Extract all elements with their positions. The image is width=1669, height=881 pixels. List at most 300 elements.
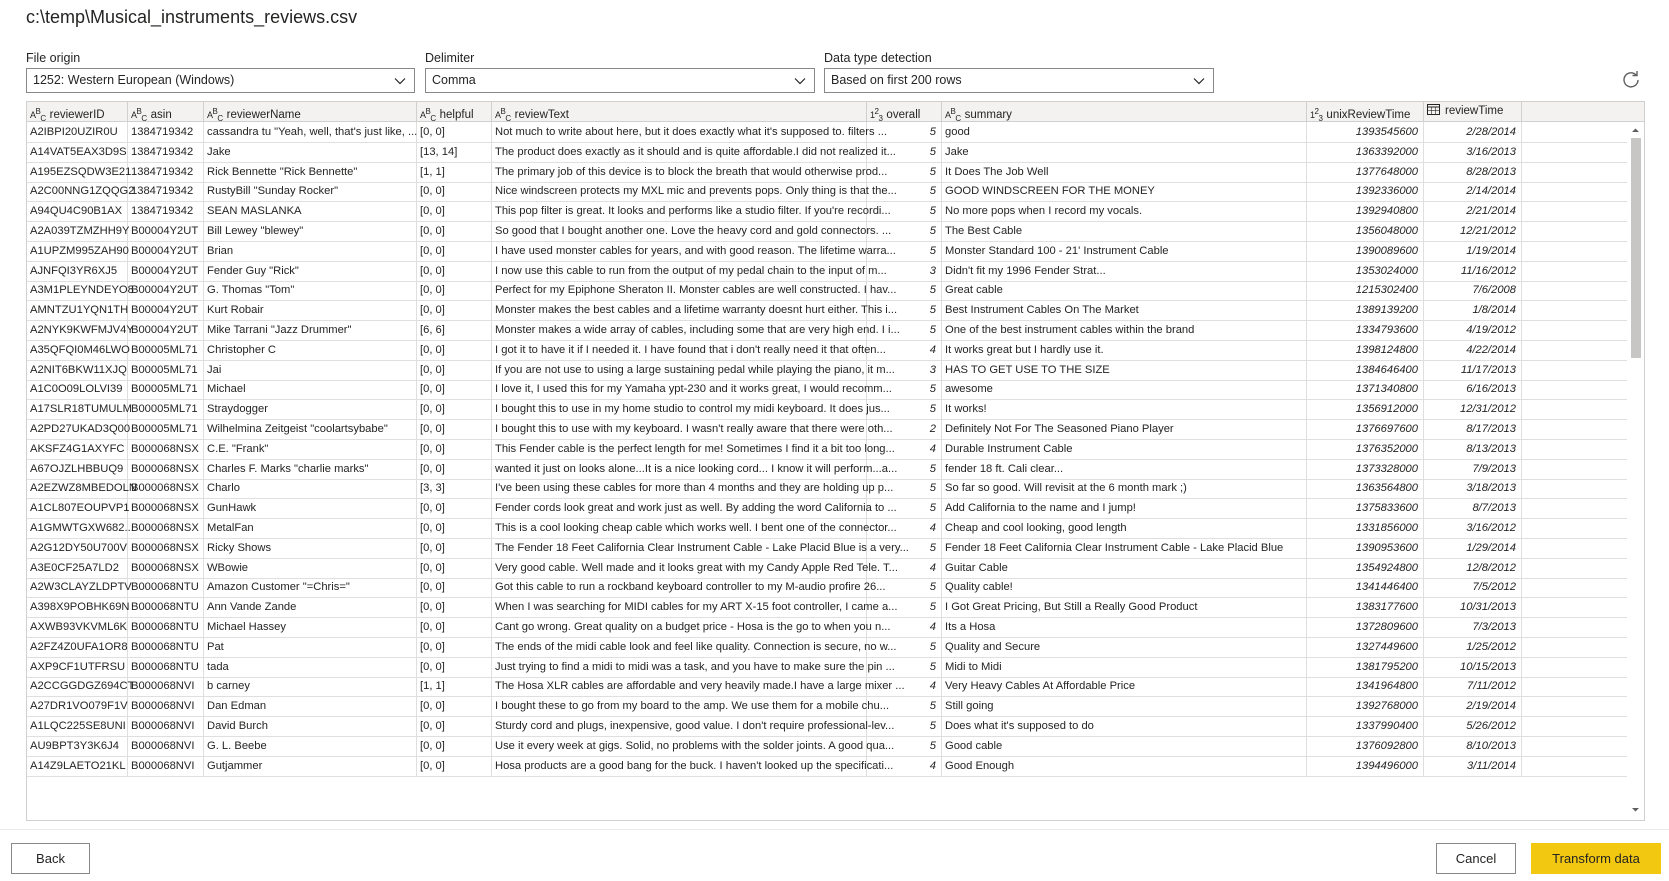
cell-summary: Does what it's supposed to do — [942, 716, 1307, 737]
cell-summary: Its a Hosa — [942, 617, 1307, 638]
cell-unixReviewTime: 1215302400 — [1307, 280, 1424, 301]
table-row — [27, 399, 1632, 420]
cell-overall: 2 — [867, 419, 942, 440]
cell-helpful: [0, 0] — [417, 617, 492, 638]
cancel-button[interactable]: Cancel — [1436, 843, 1516, 874]
column-header-summary[interactable] — [942, 102, 1307, 122]
text-type-icon: $A^B_C$ — [495, 107, 511, 123]
cell-summary: Guitar Cable — [942, 558, 1307, 579]
cell-reviewerName: b carney — [204, 676, 417, 697]
cell-helpful: [0, 0] — [417, 419, 492, 440]
table-row — [27, 181, 1632, 202]
column-header-asin[interactable] — [128, 102, 204, 122]
cell-overall: 5 — [867, 320, 942, 341]
cell-reviewTime: 1/19/2014 — [1424, 241, 1522, 262]
table-row — [27, 241, 1632, 262]
cell-reviewerName: G. Thomas "Tom" — [204, 280, 417, 301]
cell-overall: 5 — [867, 716, 942, 737]
cell-summary: Fender 18 Feet California Clear Instrument Cable - Lake Placid Blue — [942, 538, 1307, 559]
cell-overall: 4 — [867, 558, 942, 579]
cell-asin: 1384719342 — [128, 162, 204, 183]
column-header-helpful[interactable] — [417, 102, 492, 122]
table-row — [27, 617, 1632, 638]
text-type-icon: $A^B_C$ — [30, 107, 46, 123]
cell-summary: I Got Great Pricing, But Still a Really Good Product — [942, 597, 1307, 618]
cell-summary: Still going — [942, 696, 1307, 717]
cell-reviewText: I bought these to go from my board to the amp. We use them for a mobile chu... — [492, 696, 867, 717]
cell-unixReviewTime: 1392768000 — [1307, 696, 1424, 717]
cell-reviewTime: 8/28/2013 — [1424, 162, 1522, 183]
cell-helpful: [0, 0] — [417, 201, 492, 222]
cell-asin: B00004Y2UT — [128, 320, 204, 341]
delimiter-value: Comma — [432, 73, 476, 87]
cell-asin: B000068NSX — [128, 478, 204, 499]
number-type-icon: $1^2_3$ — [1310, 107, 1323, 123]
cell-reviewTime: 3/11/2014 — [1424, 756, 1522, 777]
cell-asin: B00004Y2UT — [128, 241, 204, 262]
cell-reviewTime: 2/19/2014 — [1424, 696, 1522, 717]
cell-reviewerName: Straydogger — [204, 399, 417, 420]
vertical-scrollbar[interactable] — [1627, 122, 1644, 820]
cell-reviewerID: A2CCGGDGZ694CT — [27, 676, 128, 697]
cell-unixReviewTime: 1327449600 — [1307, 637, 1424, 658]
column-header-reviewerName[interactable] — [204, 102, 417, 122]
cell-reviewerID: A398X9POBHK69N — [27, 597, 128, 618]
table-row — [27, 201, 1632, 222]
cell-helpful: [0, 0] — [417, 756, 492, 777]
cell-asin: B00004Y2UT — [128, 280, 204, 301]
cell-asin: B000068NVI — [128, 676, 204, 697]
chevron-down-icon — [793, 74, 807, 88]
cell-summary: No more pops when I record my vocals. — [942, 201, 1307, 222]
cell-unixReviewTime: 1377648000 — [1307, 162, 1424, 183]
column-header-reviewTime[interactable] — [1424, 102, 1522, 122]
cell-reviewText: I now use this cable to run from the output of my pedal chain to the input of m... — [492, 261, 867, 282]
table-row — [27, 320, 1632, 341]
cell-reviewTime: 1/8/2014 — [1424, 300, 1522, 321]
table-row — [27, 637, 1632, 658]
cell-helpful: [0, 0] — [417, 498, 492, 519]
cell-reviewTime: 11/17/2013 — [1424, 360, 1522, 381]
cell-reviewerName: Pat — [204, 637, 417, 658]
cell-reviewerID: A94QU4C90B1AX — [27, 201, 128, 222]
cell-unixReviewTime: 1363564800 — [1307, 478, 1424, 499]
cell-asin: 1384719342 — [128, 122, 204, 143]
cell-helpful: [0, 0] — [417, 696, 492, 717]
cell-reviewTime: 8/17/2013 — [1424, 419, 1522, 440]
delimiter-select[interactable] — [425, 68, 815, 93]
cell-summary: Very Heavy Cables At Affordable Price — [942, 676, 1307, 697]
cell-reviewTime: 12/31/2012 — [1424, 399, 1522, 420]
cell-reviewText: The product does exactly as it should and is quite affordable.I did not realized it... — [492, 142, 867, 163]
cell-reviewTime: 2/14/2014 — [1424, 181, 1522, 202]
cell-overall: 5 — [867, 241, 942, 262]
cell-asin: B000068NSX — [128, 459, 204, 480]
cell-reviewText: Very good cable. Well made and it looks great with my Candy Apple Red Tele. T... — [492, 558, 867, 579]
cell-reviewerID: AU9BPT3Y3K6J4 — [27, 736, 128, 757]
table-row — [27, 696, 1632, 717]
table-row — [27, 538, 1632, 559]
cell-reviewText: Got this cable to run a rockband keyboard controller to my M-audio profire 26... — [492, 577, 867, 598]
cell-unixReviewTime: 1337990400 — [1307, 716, 1424, 737]
cell-reviewText: I got it to have it if I needed it. I have found that i don't really need it that often... — [492, 340, 867, 361]
cell-reviewerID: A2C00NNG1ZQQG2 — [27, 181, 128, 202]
cell-summary: Jake — [942, 142, 1307, 163]
table-row — [27, 162, 1632, 183]
cell-reviewerID: A195EZSQDW3E21 — [27, 162, 128, 183]
table-row — [27, 478, 1632, 499]
cell-reviewText: I love it, I used this for my Yamaha ypt-230 and it works great, I would recomm... — [492, 379, 867, 400]
scrollbar-thumb[interactable] — [1631, 138, 1641, 358]
cell-reviewTime: 12/8/2012 — [1424, 558, 1522, 579]
refresh-icon[interactable] — [1620, 69, 1642, 91]
cell-reviewTime: 7/9/2013 — [1424, 459, 1522, 480]
cell-summary: Great cable — [942, 280, 1307, 301]
cell-reviewerName: Jai — [204, 360, 417, 381]
cell-helpful: [0, 0] — [417, 716, 492, 737]
cell-asin: B00005ML71 — [128, 399, 204, 420]
cell-overall: 5 — [867, 300, 942, 321]
cell-overall: 5 — [867, 538, 942, 559]
column-header-overall[interactable] — [867, 102, 942, 122]
cell-asin: B000068NVI — [128, 756, 204, 777]
scroll-up-icon[interactable] — [1631, 126, 1640, 135]
table-row — [27, 142, 1632, 163]
cell-reviewerName: RustyBill "Sunday Rocker" — [204, 181, 417, 202]
cell-reviewTime: 7/5/2012 — [1424, 577, 1522, 598]
cell-reviewText: The Hosa XLR cables are affordable and very heavily made.I have a large mixer ... — [492, 676, 867, 697]
file-origin-select[interactable] — [26, 68, 415, 93]
cell-unixReviewTime: 1371340800 — [1307, 379, 1424, 400]
back-button[interactable]: Back — [11, 843, 90, 874]
cell-summary: So far so good. Will revisit at the 6 month mark ;) — [942, 478, 1307, 499]
cell-helpful: [0, 0] — [417, 241, 492, 262]
cell-reviewTime: 8/10/2013 — [1424, 736, 1522, 757]
cell-summary: Quality and Secure — [942, 637, 1307, 658]
table-row — [27, 122, 1632, 143]
cell-helpful: [0, 0] — [417, 122, 492, 143]
cell-reviewerID: A2NYK9KWFMJV4Y — [27, 320, 128, 341]
table-row — [27, 459, 1632, 480]
cell-overall: 5 — [867, 459, 942, 480]
cell-reviewerID: A2EZWZ8MBEDOLN — [27, 478, 128, 499]
cell-summary: Midi to Midi — [942, 657, 1307, 678]
cell-unixReviewTime: 1363392000 — [1307, 142, 1424, 163]
cell-reviewerID: AJNFQI3YR6XJ5 — [27, 261, 128, 282]
cell-asin: B000068NTU — [128, 597, 204, 618]
column-header-reviewerID[interactable] — [27, 102, 128, 122]
cell-reviewTime: 10/15/2013 — [1424, 657, 1522, 678]
cell-reviewTime: 1/29/2014 — [1424, 538, 1522, 559]
cell-unixReviewTime: 1341964800 — [1307, 676, 1424, 697]
cell-helpful: [0, 0] — [417, 181, 492, 202]
cell-overall: 4 — [867, 518, 942, 539]
cell-asin: B000068NTU — [128, 637, 204, 658]
cell-helpful: [0, 0] — [417, 657, 492, 678]
column-header-label: reviewTime — [1445, 105, 1504, 117]
cell-reviewText: Monster makes the best cables and a lifetime warranty doesnt hurt either. This i... — [492, 300, 867, 321]
cell-unixReviewTime: 1393545600 — [1307, 122, 1424, 143]
cell-summary: good — [942, 122, 1307, 143]
cell-reviewerID: A14Z9LAETO21KL — [27, 756, 128, 777]
cell-helpful: [3, 3] — [417, 478, 492, 499]
cell-reviewerID: A2W3CLAYZLDPTV — [27, 577, 128, 598]
cell-reviewerID: AXP9CF1UTFRSU — [27, 657, 128, 678]
cell-reviewTime: 6/16/2013 — [1424, 379, 1522, 400]
cell-unixReviewTime: 1381795200 — [1307, 657, 1424, 678]
cell-overall: 4 — [867, 756, 942, 777]
cell-reviewText: I bought this to use with my keyboard. I wasn't really aware that there were oth... — [492, 419, 867, 440]
cell-reviewerName: Bill Lewey "blewey" — [204, 221, 417, 242]
column-header-reviewText[interactable] — [492, 102, 867, 122]
file-path-title: c:\temp\Musical_instruments_reviews.csv — [26, 7, 358, 27]
cell-reviewTime: 8/13/2013 — [1424, 439, 1522, 460]
table-row — [27, 280, 1632, 301]
cell-reviewerID: A14VAT5EAX3D9S — [27, 142, 128, 163]
cell-asin: B000068NSX — [128, 439, 204, 460]
table-row — [27, 419, 1632, 440]
cell-reviewerID: A1C0O09LOLVI39 — [27, 379, 128, 400]
cell-unixReviewTime: 1354924800 — [1307, 558, 1424, 579]
cell-asin: B000068NVI — [128, 696, 204, 717]
cell-reviewerName: Michael — [204, 379, 417, 400]
cell-reviewerID: A2A039TZMZHH9Y — [27, 221, 128, 242]
cell-overall: 5 — [867, 280, 942, 301]
cell-reviewerID: A1GMWTGXW682... — [27, 518, 128, 539]
cell-overall: 5 — [867, 478, 942, 499]
cell-reviewText: Use it every week at gigs. Solid, no problems with the solder joints. A good qua... — [492, 736, 867, 757]
cell-helpful: [0, 0] — [417, 221, 492, 242]
cell-helpful: [1, 1] — [417, 676, 492, 697]
cell-reviewerName: C.E. "Frank" — [204, 439, 417, 460]
file-origin-label: File origin — [26, 51, 81, 65]
cell-reviewText: I bought this to use in my home studio to control my midi keyboard. It does jus... — [492, 399, 867, 420]
cell-overall: 3 — [867, 360, 942, 381]
cell-reviewText: The Fender 18 Feet California Clear Instrument Cable - Lake Placid Blue is a very... — [492, 538, 867, 559]
cell-overall: 5 — [867, 577, 942, 598]
cell-overall: 5 — [867, 221, 942, 242]
cell-reviewerID: A1CL807EOUPVP1 — [27, 498, 128, 519]
cell-reviewText: Not much to write about here, but it does exactly what it's supposed to. filters ... — [492, 122, 867, 143]
cell-reviewerID: A2FZ4Z0UFA1OR8 — [27, 637, 128, 658]
cell-reviewTime: 8/7/2013 — [1424, 498, 1522, 519]
cell-unixReviewTime: 1394496000 — [1307, 756, 1424, 777]
cell-summary: HAS TO GET USE TO THE SIZE — [942, 360, 1307, 381]
cell-reviewText: Sturdy cord and plugs, inexpensive, good value. I don't require professional-lev... — [492, 716, 867, 737]
cell-unixReviewTime: 1372809600 — [1307, 617, 1424, 638]
cell-asin: B00004Y2UT — [128, 221, 204, 242]
column-header-label: unixReviewTime — [1326, 109, 1411, 121]
cell-reviewerName: G. L. Beebe — [204, 736, 417, 757]
cell-reviewerName: Wilhelmina Zeitgeist "coolartsybabe" — [204, 419, 417, 440]
cell-summary: Monster Standard 100 - 21' Instrument Cable — [942, 241, 1307, 262]
cell-reviewTime: 3/16/2012 — [1424, 518, 1522, 539]
cell-helpful: [0, 0] — [417, 340, 492, 361]
cell-overall: 3 — [867, 261, 942, 282]
text-type-icon: $A^B_C$ — [207, 107, 223, 123]
cell-unixReviewTime: 1376697600 — [1307, 419, 1424, 440]
cell-asin: B00005ML71 — [128, 379, 204, 400]
cell-unixReviewTime: 1331856000 — [1307, 518, 1424, 539]
cell-overall: 4 — [867, 439, 942, 460]
cell-unixReviewTime: 1376092800 — [1307, 736, 1424, 757]
table-row — [27, 657, 1632, 678]
cell-helpful: [0, 0] — [417, 300, 492, 321]
table-row — [27, 261, 1632, 282]
detection-value: Based on first 200 rows — [831, 73, 962, 87]
cell-helpful: [0, 0] — [417, 518, 492, 539]
cell-helpful: [0, 0] — [417, 439, 492, 460]
cell-summary: It Does The Job Well — [942, 162, 1307, 183]
cell-unixReviewTime: 1383177600 — [1307, 597, 1424, 618]
table-row — [27, 498, 1632, 519]
cell-reviewerName: Amazon Customer "=Chris=" — [204, 577, 417, 598]
scroll-down-icon[interactable] — [1631, 805, 1640, 814]
cell-reviewerID: A35QFQI0M46LWO — [27, 340, 128, 361]
cell-reviewerID: AXWB93VKVML6K — [27, 617, 128, 638]
cell-summary: It works great but I hardly use it. — [942, 340, 1307, 361]
cell-asin: 1384719342 — [128, 181, 204, 202]
cell-reviewText: This pop filter is great. It looks and performs like a studio filter. If you're recordi... — [492, 201, 867, 222]
cell-helpful: [0, 0] — [417, 637, 492, 658]
cell-reviewTime: 3/18/2013 — [1424, 478, 1522, 499]
cell-reviewerName: Michael Hassey — [204, 617, 417, 638]
cell-overall: 5 — [867, 379, 942, 400]
cell-helpful: [0, 0] — [417, 558, 492, 579]
cell-reviewTime: 4/22/2014 — [1424, 340, 1522, 361]
text-type-icon: $A^B_C$ — [420, 107, 436, 123]
cell-asin: B000068NSX — [128, 538, 204, 559]
cell-reviewerID: A1UPZM995ZAH90 — [27, 241, 128, 262]
cell-unixReviewTime: 1356048000 — [1307, 221, 1424, 242]
cell-overall: 4 — [867, 617, 942, 638]
cell-overall: 5 — [867, 597, 942, 618]
cell-reviewerName: Brian — [204, 241, 417, 262]
table-row — [27, 756, 1632, 777]
cell-reviewerID: AMNTZU1YQN1TH — [27, 300, 128, 321]
cell-reviewTime: 10/31/2013 — [1424, 597, 1522, 618]
cell-reviewerID: A17SLR18TUMULM — [27, 399, 128, 420]
number-type-icon: $1^2_3$ — [870, 107, 883, 123]
column-header-unixReviewTime[interactable] — [1307, 102, 1424, 122]
cell-reviewerName: David Burch — [204, 716, 417, 737]
table-row — [27, 676, 1632, 697]
cell-reviewerID: A2IBPI20UZIR0U — [27, 122, 128, 143]
cell-reviewText: When I was searching for MIDI cables for my ART X-15 foot controller, I came a... — [492, 597, 867, 618]
cell-overall: 5 — [867, 181, 942, 202]
cell-reviewText: The ends of the midi cable look and feel like quality. Connection is secure, no w... — [492, 637, 867, 658]
cell-summary: The Best Cable — [942, 221, 1307, 242]
cell-summary: It works! — [942, 399, 1307, 420]
cell-asin: B000068NTU — [128, 617, 204, 638]
cell-asin: B000068NTU — [128, 657, 204, 678]
cell-summary: Good cable — [942, 736, 1307, 757]
column-header-label: reviewerName — [226, 109, 301, 121]
cell-summary: Durable Instrument Cable — [942, 439, 1307, 460]
cell-reviewText: This Fender cable is the perfect length for me! Sometimes I find it a bit too long... — [492, 439, 867, 460]
cell-helpful: [0, 0] — [417, 280, 492, 301]
cell-reviewerName: cassandra tu "Yeah, well, that's just like, ... — [204, 122, 417, 143]
transform-data-button[interactable]: Transform data — [1531, 843, 1661, 874]
cell-reviewTime: 5/26/2012 — [1424, 716, 1522, 737]
cell-reviewTime: 1/25/2012 — [1424, 637, 1522, 658]
table-row — [27, 379, 1632, 400]
table-row — [27, 518, 1632, 539]
cell-asin: B00005ML71 — [128, 360, 204, 381]
cell-reviewTime: 12/21/2012 — [1424, 221, 1522, 242]
cell-reviewerName: Ann Vande Zande — [204, 597, 417, 618]
column-header-label: overall — [886, 109, 921, 121]
cell-reviewText: So good that I bought another one. Love the heavy cord and gold connectors. ... — [492, 221, 867, 242]
cell-unixReviewTime: 1375833600 — [1307, 498, 1424, 519]
table-row — [27, 360, 1632, 381]
cell-unixReviewTime: 1384646400 — [1307, 360, 1424, 381]
cell-unixReviewTime: 1398124800 — [1307, 340, 1424, 361]
cell-reviewText: Perfect for my Epiphone Sheraton II. Monster cables are well constructed. I hav... — [492, 280, 867, 301]
cell-reviewText: wanted it just on looks alone...It is a nice looking cord... I know it will perform...a... — [492, 459, 867, 480]
detection-select[interactable] — [824, 68, 1214, 93]
cell-asin: 1384719342 — [128, 201, 204, 222]
cell-overall: 5 — [867, 498, 942, 519]
cell-asin: B000068NTU — [128, 577, 204, 598]
cell-unixReviewTime: 1376352000 — [1307, 439, 1424, 460]
cell-unixReviewTime: 1390953600 — [1307, 538, 1424, 559]
cell-overall: 5 — [867, 657, 942, 678]
cell-overall: 5 — [867, 637, 942, 658]
cell-helpful: [0, 0] — [417, 399, 492, 420]
cell-reviewerName: Kurt Robair — [204, 300, 417, 321]
cell-unixReviewTime: 1334793600 — [1307, 320, 1424, 341]
cell-reviewerID: A67OJZLHBBUQ9 — [27, 459, 128, 480]
table-row — [27, 736, 1632, 757]
cell-reviewText: Hosa products are a good bang for the buck. I haven't looked up the specificati... — [492, 756, 867, 777]
cell-reviewerID: A3E0CF25A7LD2 — [27, 558, 128, 579]
cell-overall: 5 — [867, 399, 942, 420]
cell-overall: 5 — [867, 201, 942, 222]
cell-reviewerID: A1LQC225SE8UNI — [27, 716, 128, 737]
table-row — [27, 597, 1632, 618]
cell-unixReviewTime: 1392336000 — [1307, 181, 1424, 202]
column-header-label: summary — [964, 109, 1012, 121]
table-row — [27, 300, 1632, 321]
cell-reviewText: Fender cords look great and work just as well. By adding the word California to ... — [492, 498, 867, 519]
cell-reviewTime: 7/11/2012 — [1424, 676, 1522, 697]
cell-summary: GOOD WINDSCREEN FOR THE MONEY — [942, 181, 1307, 202]
cell-reviewerName: MetalFan — [204, 518, 417, 539]
cell-reviewText: Monster makes a wide array of cables, including some that are very high end. I i... — [492, 320, 867, 341]
cell-asin: B000068NSX — [128, 498, 204, 519]
column-header-label: asin — [150, 109, 172, 121]
cell-reviewerID: A27DR1VO079F1V — [27, 696, 128, 717]
cell-reviewTime: 2/21/2014 — [1424, 201, 1522, 222]
cell-asin: B000068NVI — [128, 736, 204, 757]
file-origin-value: 1252: Western European (Windows) — [33, 73, 235, 87]
cell-unixReviewTime: 1389139200 — [1307, 300, 1424, 321]
cell-summary: Best Instrument Cables On The Market — [942, 300, 1307, 321]
cell-asin: B00004Y2UT — [128, 300, 204, 321]
cell-unixReviewTime: 1373328000 — [1307, 459, 1424, 480]
cell-reviewTime: 7/6/2008 — [1424, 280, 1522, 301]
cell-reviewTime: 3/16/2013 — [1424, 142, 1522, 163]
cell-unixReviewTime: 1341446400 — [1307, 577, 1424, 598]
cell-helpful: [13, 14] — [417, 142, 492, 163]
cell-summary: Quality cable! — [942, 577, 1307, 598]
cell-reviewerName: Gutjammer — [204, 756, 417, 777]
cell-helpful: [0, 0] — [417, 736, 492, 757]
cell-overall: 5 — [867, 736, 942, 757]
cell-unixReviewTime: 1353024000 — [1307, 261, 1424, 282]
cell-reviewTime: 2/28/2014 — [1424, 122, 1522, 143]
